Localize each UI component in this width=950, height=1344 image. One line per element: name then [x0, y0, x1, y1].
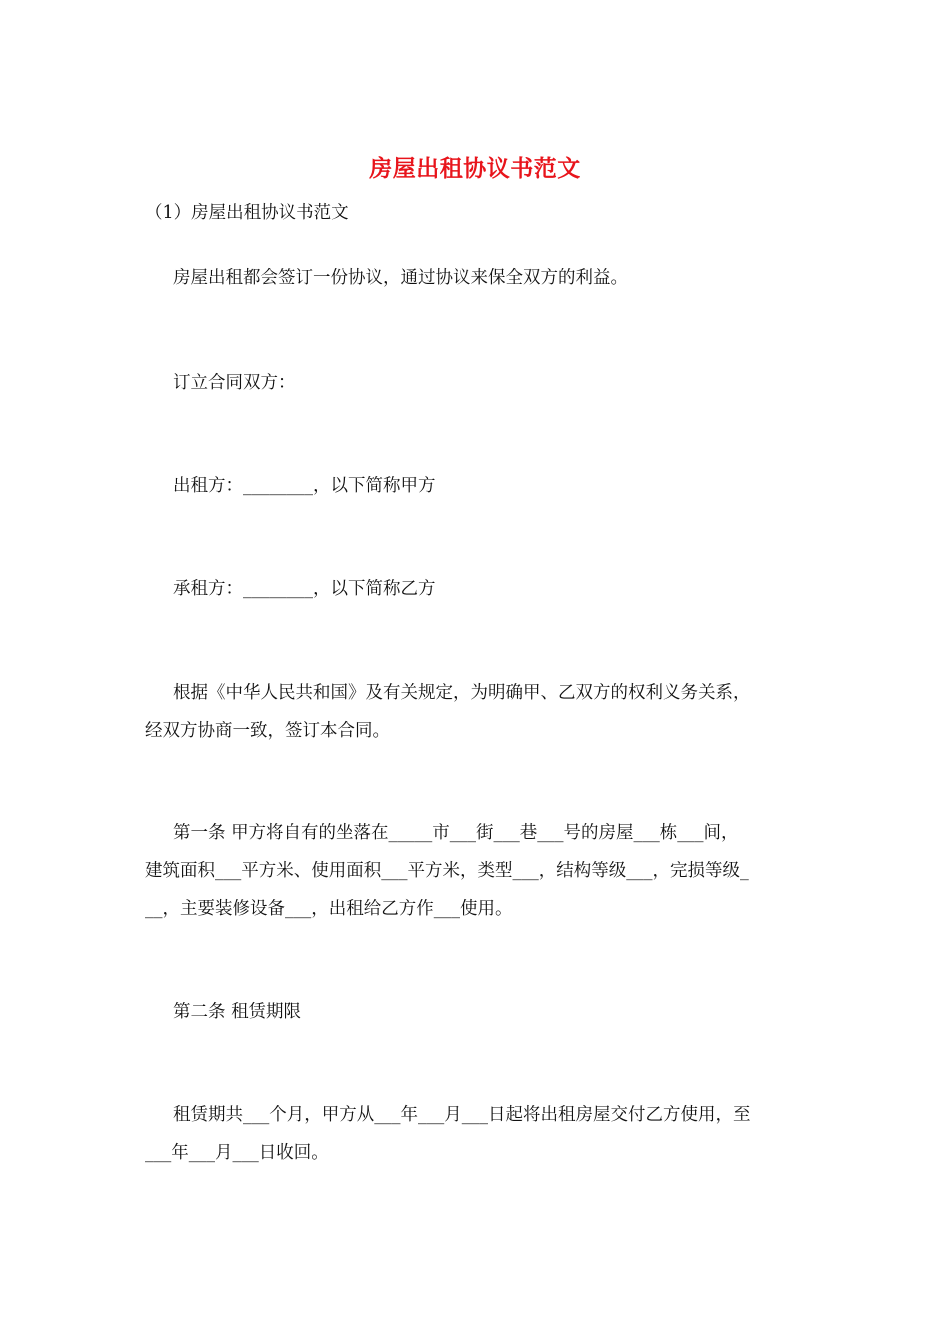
paragraph-article-1 [145, 814, 810, 928]
paragraph-lessor: 出租方：________，以下简称甲方 [173, 476, 436, 496]
paragraph-basis [145, 674, 810, 750]
paragraph-basis-line-1: 根据《中华人民共和国》及有关规定，为明确甲、乙双方的权利义务关系， [173, 683, 751, 703]
document-subheading: （1）房屋出租协议书范文 [145, 203, 349, 223]
paragraph-intro: 房屋出租都会签订一份协议，通过协议来保全双方的利益。 [173, 268, 628, 288]
paragraph-lease-term [145, 1096, 810, 1172]
paragraph-lessee: 承租方：________，以下简称乙方 [173, 579, 436, 599]
paragraph-article-1-line-1: 第一条 甲方将自有的坐落在_____市___街___巷___号的房屋___栋___间， [173, 823, 739, 843]
paragraph-article-1-line-3: __，主要装修设备___，出租给乙方作___使用。 [145, 899, 513, 919]
paragraph-parties-heading: 订立合同双方： [173, 373, 296, 393]
paragraph-article-2-heading: 第二条 租赁期限 [173, 1002, 302, 1022]
paragraph-basis-line-2: 经双方协商一致，签订本合同。 [145, 721, 390, 741]
document-title: 房屋出租协议书范文 [369, 155, 581, 182]
paragraph-lease-term-line-1: 租赁期共___个月，甲方从___年___月___日起将出租房屋交付乙方使用，至 [173, 1105, 751, 1125]
paragraph-lease-term-line-2: ___年___月___日收回。 [145, 1143, 329, 1163]
paragraph-article-1-line-2: 建筑面积___平方米、使用面积___平方米，类型___，结构等级___，完损等级_ [145, 861, 749, 881]
